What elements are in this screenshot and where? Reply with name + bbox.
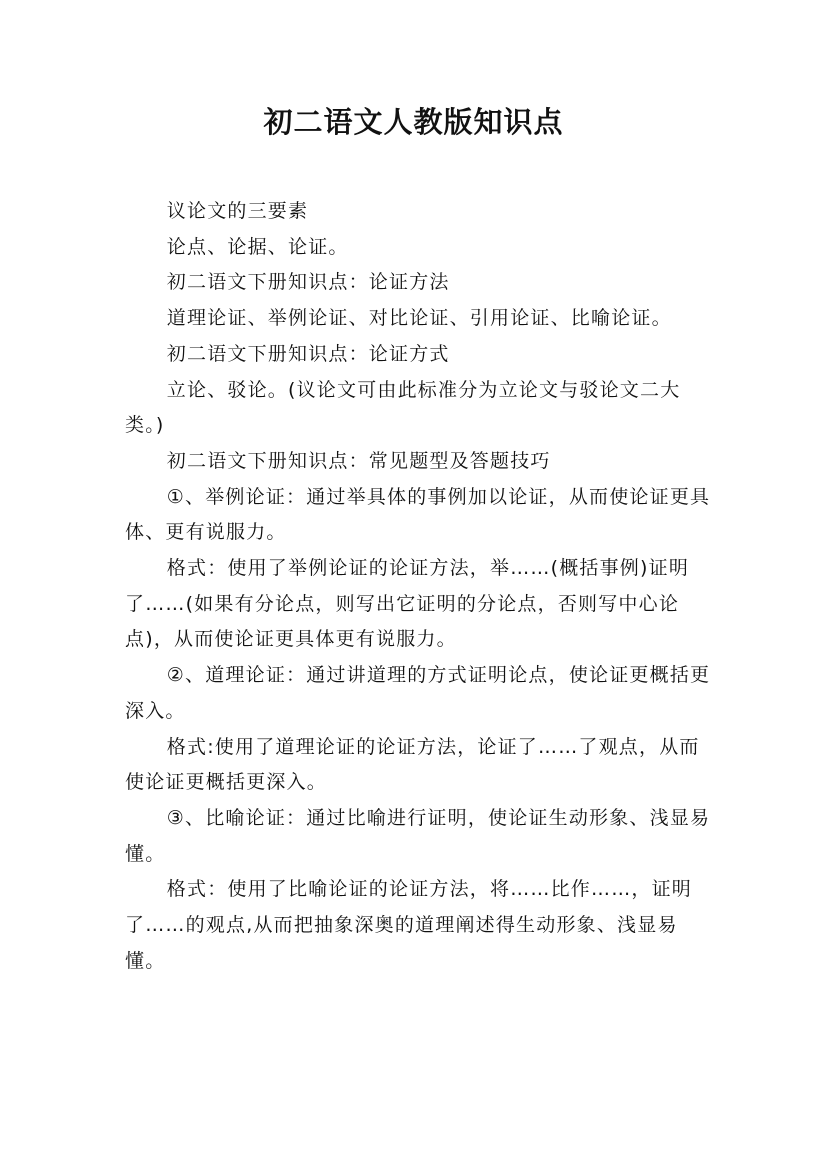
paragraph: 格式：使用了比喻论证的论证方法，将……比作……，证明了……的观点,从而把抽象深奥的道理阐述得生动形象、浅显易懂。 [125,878,692,972]
paragraph: 初二语文下册知识点：常见题型及答题技巧 [166,449,551,472]
document-title: 初二语文人教版知识点 [263,105,564,139]
paragraph: ①、举例论证：通过举具体的事例加以论证，从而使论证更具体、更有说服力。 [125,485,711,544]
paragraph: 立论、驳论。(议论文可由此标准分为立论文与驳论文二大类。) [125,378,681,437]
paragraph: 道理论证、举例论证、对比论证、引用论证、比喻论证。 [166,307,672,330]
paragraph: 议论文的三要素 [166,200,309,222]
paragraph: 格式：使用了举例论证的论证方法，举……(概括事例)证明了……(如果有分论点，则写出它证明的分论点，否则写中心论点)，从而使论证更具体更有说服力。 [125,557,690,651]
paragraph: ③、比喻论证：通过比喻进行证明，使论证生动形象、浅显易懂。 [125,806,711,865]
document-body [125,194,715,979]
paragraph: 论点、论据、论证。 [166,235,349,258]
paragraph: 格式:使用了道理论证的论证方法，论证了……了观点，从而使论证更概括更深入。 [125,735,700,794]
paragraph: ②、道理论证：通过讲道理的方式证明论点，使论证更概括更深入。 [125,664,711,722]
paragraph: 初二语文下册知识点：论证方法 [166,271,450,294]
paragraph: 初二语文下册知识点：论证方式 [166,342,450,365]
